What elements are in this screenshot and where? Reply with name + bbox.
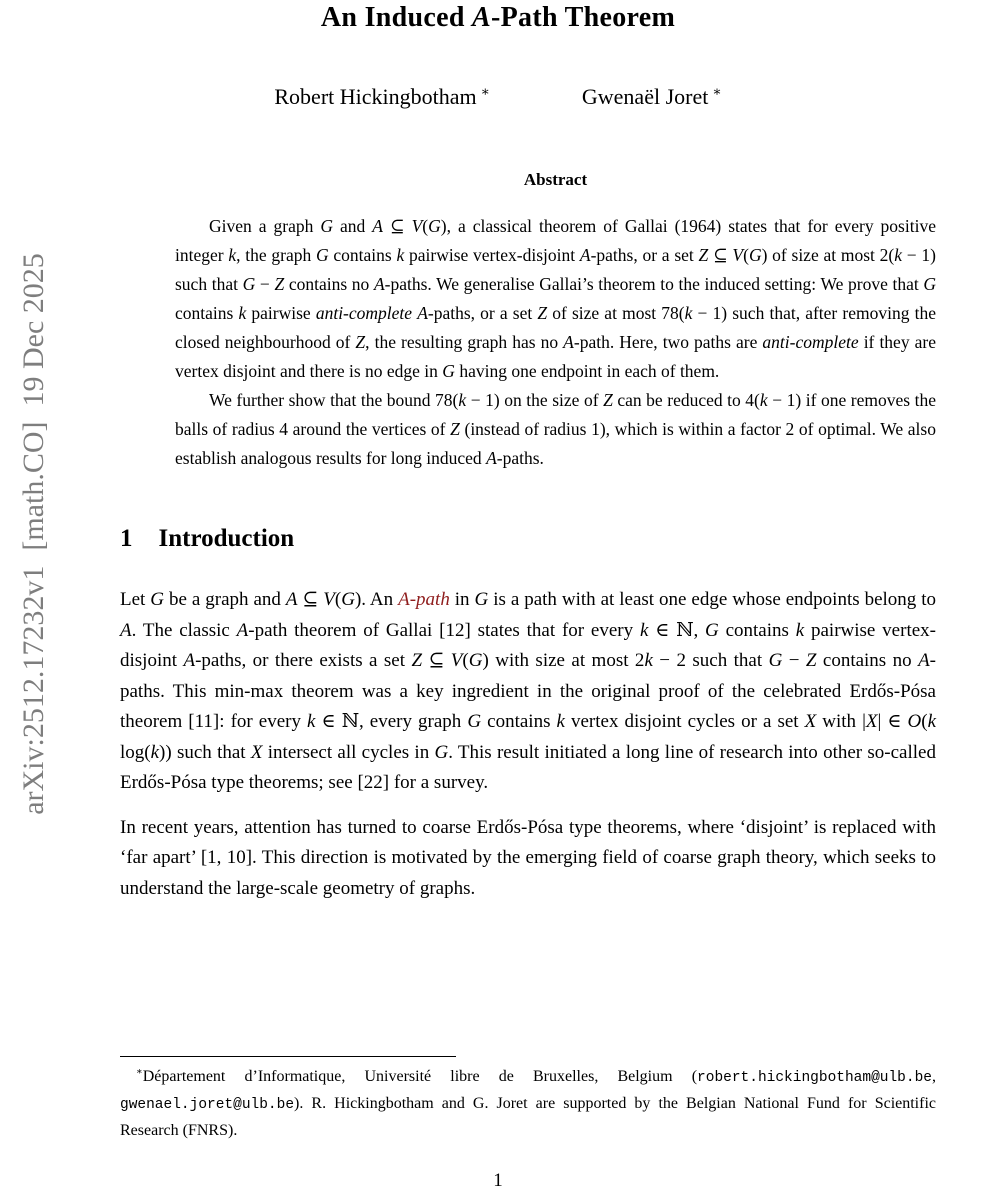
page-number: 1 [493, 1170, 503, 1191]
author-2 [582, 84, 722, 110]
paper-title: An Induced A-Path Theorem [320, 2, 676, 33]
section-heading [120, 525, 936, 553]
body-paragraph: Let G be a graph and A ⊆ V(G). An A-path in G is a path with at least one edge whose endpoints belong to A. The classic A-path theorem of Gallai [12] states that for every k ∈ ℕ, G contains k pairwise vertex-disjoint A-paths, or there exists a set Z ⊆ V(G) with size at most 2k − 2 such that G − Z contains no A-paths. This min-max theorem was a key ingredient in the original proof of the celebrated Erdős-Pósa theorem [11]: for every k ∈ ℕ, every graph G contains k vertex disjoint cycles or a set X with |X| ∈ O(k log(k)) such that X intersect all cycles in G. This result initiated a long line of research into other so-called Erdős-Pósa type theorems; see [22] for a survey. [120, 589, 937, 793]
arxiv-watermark: arXiv:2512.17232v1 [math.CO] 19 Dec 2025 [17, 253, 50, 815]
abstract-heading: Abstract [523, 170, 588, 189]
author-1 [274, 84, 490, 110]
footnote-text: ∗Département d’Informatique, Université libre de Bruxelles, Belgium (robert.hickingbotham@ulb.be, gwenael.joret@ulb.be). R. Hickingbotham and G. Joret are supported by the Belgian National Fund for Scientific Research (FNRS). [120, 1066, 936, 1139]
author-name: Gwenaël Joret [581, 84, 709, 109]
abstract-paragraph: We further show that the bound 78(k − 1) on the size of Z can be reduced to 4(k − 1) if one removes the balls of radius 4 around the vertices of Z (instead of radius 1), which is within a factor 2 of optimal. We also establish analogous results for long induced A-paths. [175, 390, 936, 468]
paper-header [0, 0, 996, 110]
body-paragraph: In recent years, attention has turned to coarse Erdős-Pósa type theorems, where ‘disjoint’ is replaced with ‘far apart’ [1, 10]. This direction is motivated by the emerging field of coarse graph theory, which seeks to understand the large-scale geometry of graphs. [120, 816, 936, 899]
author-name: Robert Hickingbotham [274, 84, 477, 109]
abstract-paragraph: Given a graph G and A ⊆ V(G), a classical theorem of Gallai (1964) states that for every positive integer k, the graph G contains k pairwise vertex-disjoint A-paths, or a set Z ⊆ V(G) of size at most 2(k − 1) such that G − Z contains no A-paths. We generalise Gallai’s theorem to the induced setting: We prove that G contains k pairwise anti-complete A-paths, or a set Z of size at most 78(k − 1) such that, after removing the closed neighbourhood of Z, the resulting graph has no A-path. Here, two paths are anti-complete if they are vertex disjoint and there is no edge in G having one endpoint in each of them. [175, 216, 937, 381]
author-footnote-marker: ∗ [712, 83, 722, 99]
footnote-rule [120, 1056, 456, 1057]
footnote [120, 1056, 936, 1144]
author-footnote-marker: ∗ [480, 83, 490, 99]
section-number: 1 [120, 525, 133, 552]
section-title: Introduction [158, 525, 295, 552]
authors-row [0, 84, 996, 110]
abstract-section [175, 170, 936, 473]
